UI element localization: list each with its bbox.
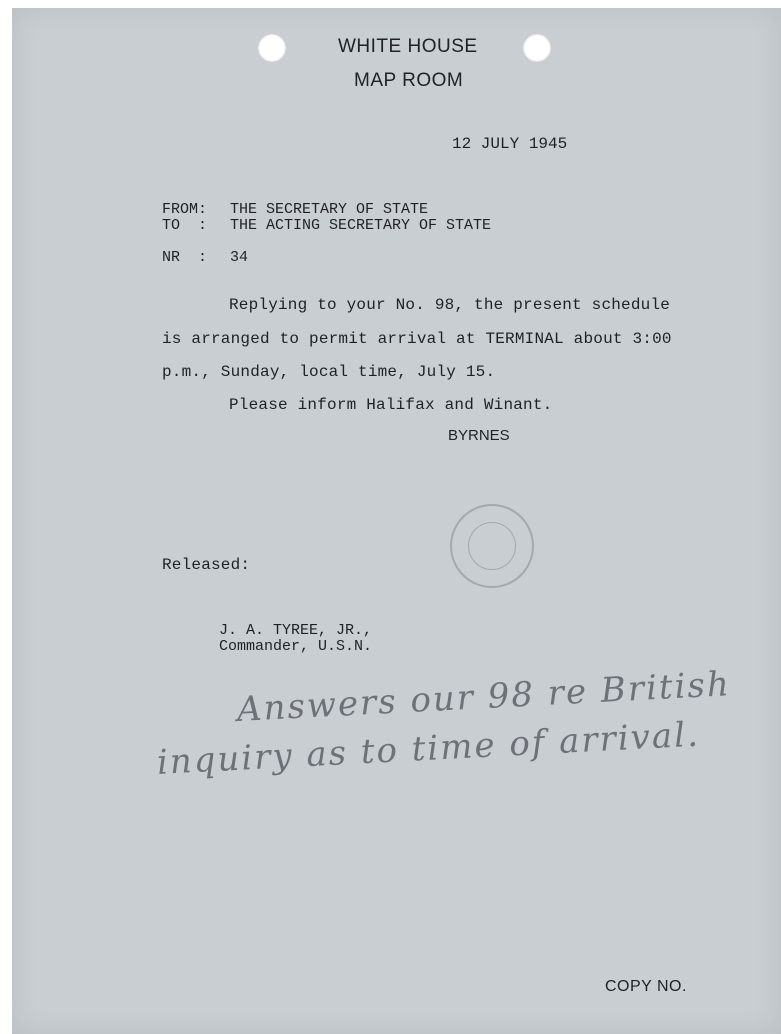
message-line-1: Replying to your No. 98, the present schedule (229, 296, 671, 314)
punch-hole-left (258, 34, 286, 62)
from-value: THE SECRETARY OF STATE (230, 201, 429, 218)
nr-label: NR : (162, 249, 208, 266)
to-label: TO : (162, 217, 208, 234)
header-map-room: MAP ROOM (354, 70, 464, 91)
copy-number-label: COPY NO. (605, 978, 687, 995)
from-label: FROM: (162, 201, 208, 218)
document-date: 12 JULY 1945 (452, 135, 568, 153)
message-line-3: p.m., Sunday, local time, July 15. (162, 363, 496, 381)
releaser-title: Commander, U.S.N. (219, 638, 373, 655)
handwritten-note-line-2: inquiry as to time of arrival. (155, 714, 701, 783)
header-white-house: WHITE HOUSE (338, 36, 478, 57)
punch-hole-right (523, 34, 551, 62)
nr-value: 34 (230, 249, 249, 266)
document-page (12, 8, 781, 1034)
to-value: THE ACTING SECRETARY OF STATE (230, 217, 492, 234)
handwritten-note-line-1: Answers our 98 re British (235, 664, 732, 730)
message-line-2: is arranged to permit arrival at TERMINAL about 3:00 (162, 330, 672, 348)
releaser-name: J. A. TYREE, JR., (219, 622, 373, 639)
message-line-4: Please inform Halifax and Winant. (229, 396, 553, 414)
archive-stamp (450, 504, 534, 588)
archive-stamp-inner (468, 522, 516, 570)
released-label: Released: (162, 556, 251, 574)
signature: BYRNES (448, 427, 510, 444)
